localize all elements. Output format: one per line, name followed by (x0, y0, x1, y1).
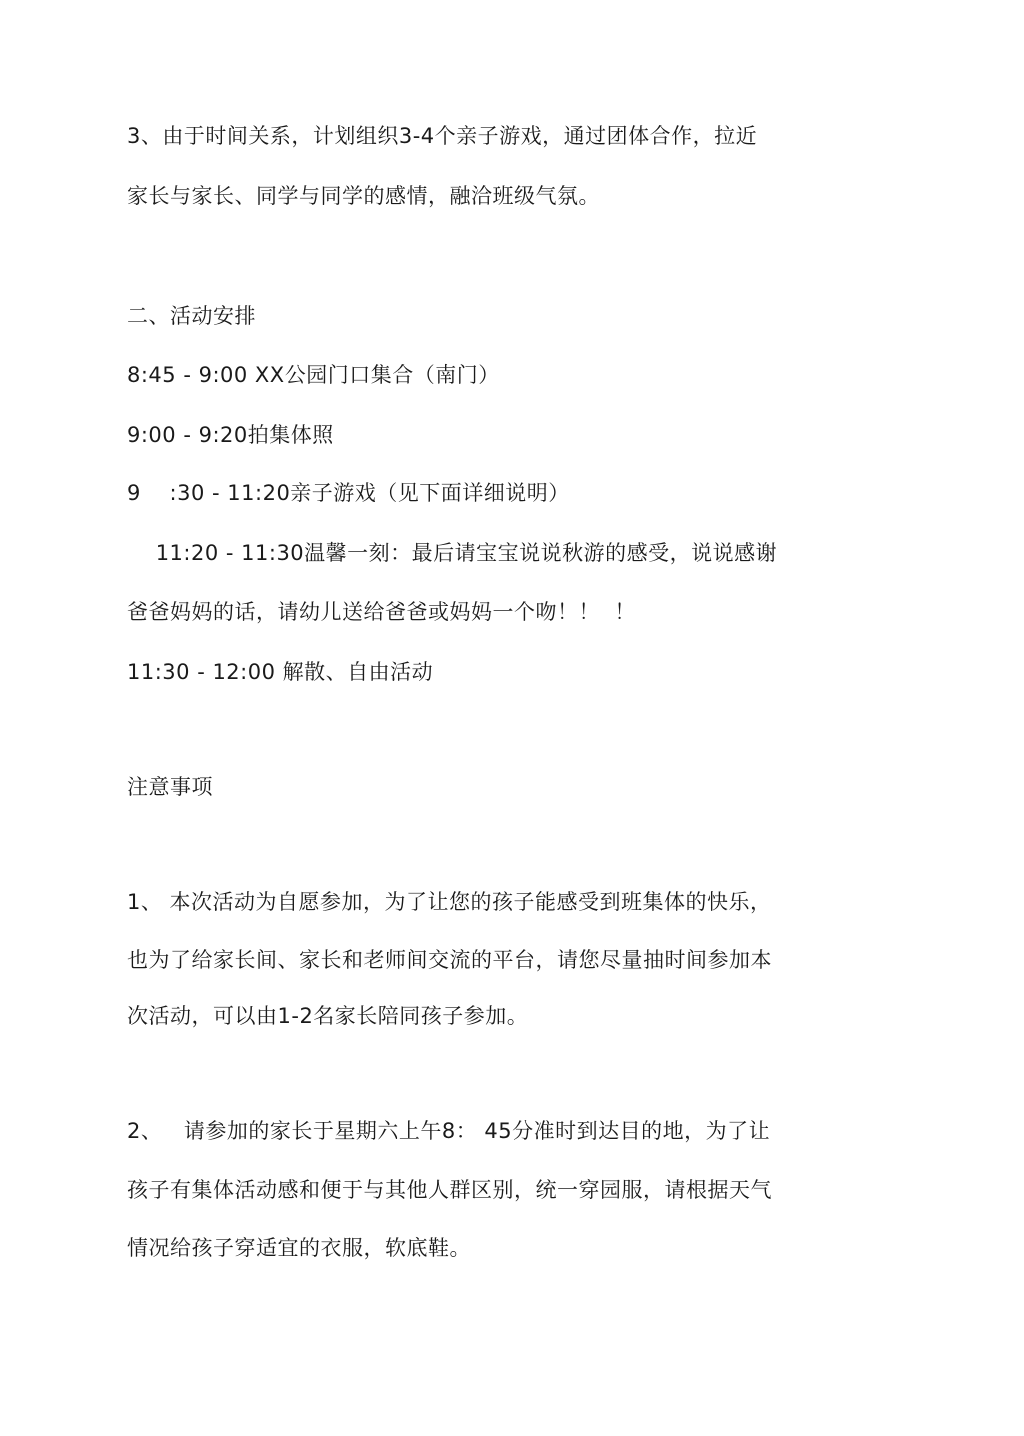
note2-line: 2、 请参加的家长于星期六上午8： 45分准时到达目的地，为了让 (127, 1119, 771, 1143)
schedule-item: 爸爸妈妈的话，请幼儿送给爸爸或妈妈一个吻！！ ！ (127, 600, 636, 624)
intro-item3-line2: 家长与家长、同学与同学的感情，融洽班级气氛。 (127, 184, 600, 208)
note2-line: 情况给孩子穿适宜的衣服，软底鞋。 (127, 1236, 471, 1260)
schedule-item: 11:30 - 12:00 解散、自由活动 (127, 660, 434, 684)
schedule-heading: 二、活动安排 (127, 304, 256, 328)
note1-line: 1、 本次活动为自愿参加，为了让您的孩子能感受到班集体的快乐， (127, 890, 772, 914)
note2-line: 孩子有集体活动感和便于与其他人群区别，统一穿园服，请根据天气 (127, 1178, 772, 1202)
intro-item3-line1: 3、由于时间关系，计划组织3-4个亲子游戏，通过团体合作，拉近 (127, 124, 758, 148)
schedule-item: 9:00 - 9:20拍集体照 (127, 423, 334, 447)
schedule-item: 9 :30 - 11:20亲子游戏（见下面详细说明） (127, 481, 570, 505)
schedule-item: 11:20 - 11:30温馨一刻：最后请宝宝说说秋游的感受，说说感谢 (127, 541, 778, 565)
schedule-item: 8:45 - 9:00 XX公园门口集合（南门） (127, 363, 500, 387)
note1-line: 次活动，可以由1-2名家长陪同孩子参加。 (127, 1004, 529, 1028)
notes-heading: 注意事项 (127, 775, 213, 799)
note1-line: 也为了给家长间、家长和老师间交流的平台，请您尽量抽时间参加本 (127, 948, 772, 972)
